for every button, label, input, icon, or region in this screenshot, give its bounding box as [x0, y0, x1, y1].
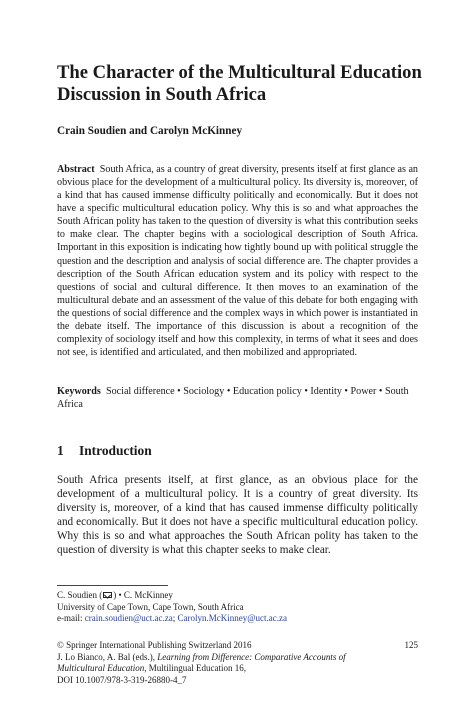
email-label: e-mail:: [57, 613, 85, 624]
author-footnote: [57, 590, 418, 625]
citation-editors: J. Lo Bianco, A. Bal (eds.),: [57, 651, 158, 662]
email-link-soudien[interactable]: crain.soudien@uct.ac.za: [84, 613, 173, 624]
abstract-label: Abstract: [57, 164, 95, 175]
page-number: 125: [404, 640, 418, 650]
section-title: Introduction: [79, 443, 152, 458]
author-list: Crain Soudien and Carolyn McKinney: [57, 125, 243, 137]
doi: DOI 10.1007/978-3-319-26880-4_7: [57, 674, 187, 685]
chapter-title: The Character of the Multicultural Education Discussion in South Africa: [57, 62, 422, 105]
keywords-text: Social difference • Sociology • Education policy • Identity • Power • South Africa: [57, 386, 409, 411]
footnote-authors: [57, 590, 418, 602]
email-separator: ;: [172, 613, 178, 624]
introduction-paragraph: South Africa presents itself, at first glance, as an obvious place for the development of a multicultural policy. It is a country of great diversity. Its diversity is, moreover, of a kind that has caused immense difficulty politically and economically. But it does not have a specific multicultural education policy. Why this is so and what approaches the South African polity has taken to the question of diversity is what this chapter seeks to make clear.: [57, 474, 418, 556]
series-info: , Multilingual Education 16,: [144, 663, 246, 674]
envelope-icon: [103, 592, 112, 598]
footnote-author2: ) • C. McKinney: [113, 590, 173, 600]
section-number: 1: [57, 443, 64, 458]
copyright-block: [57, 640, 418, 686]
footnote-email-line: [57, 613, 418, 625]
keywords: [57, 385, 418, 411]
footnote-author1: C. Soudien (: [57, 590, 103, 600]
book-title-part2: Multicultural Education: [57, 663, 145, 674]
footnote-affiliation: University of Cape Town, Cape Town, South Africa: [57, 601, 244, 612]
book-title-part1: Learning from Difference: Comparative Accounts of: [157, 651, 346, 662]
citation-line: [57, 652, 418, 664]
copyright-line: © Springer International Publishing Switzerland 2016: [57, 640, 252, 650]
keywords-label: Keywords: [57, 386, 101, 397]
email-link-mckinney[interactable]: Carolyn.McKinney@uct.ac.za: [177, 613, 288, 624]
abstract-text: South Africa, as a country of great diversity, presents itself at first glance as an obvious place for the development of a multicultural policy. Its diversity is, moreover, of a kind that has caused immense difficulty politically and economically. But it does not have a specific multicultural education policy. Why this is so and what approaches the South African polity has taken to the question of diversity is what this contribution seeks to make clear. The chapter begins with a sociological description of South Africa. Important in this exposition is indicating how tightly bound up with political struggle the question and the description and analysis of social difference are. The chapter provides a description of the South African education system and its policy with respect to the questions of social and cultural difference. It then moves to an examination of the multicultural debate and an assessment of the value of this debate for both engaging with the questions of social difference and the complex ways in which power is instantiated in the debate itself. The importance of this discussion is about a recognition of the complexity of sociology itself and how this complexity, in terms of what it sees and does not see, is identified and articulated, and then mobilized and appropriated.: [57, 164, 418, 359]
footnote-divider: [57, 585, 168, 586]
citation-line-2: [57, 663, 418, 675]
section-heading: [57, 443, 417, 459]
abstract: [57, 163, 418, 359]
